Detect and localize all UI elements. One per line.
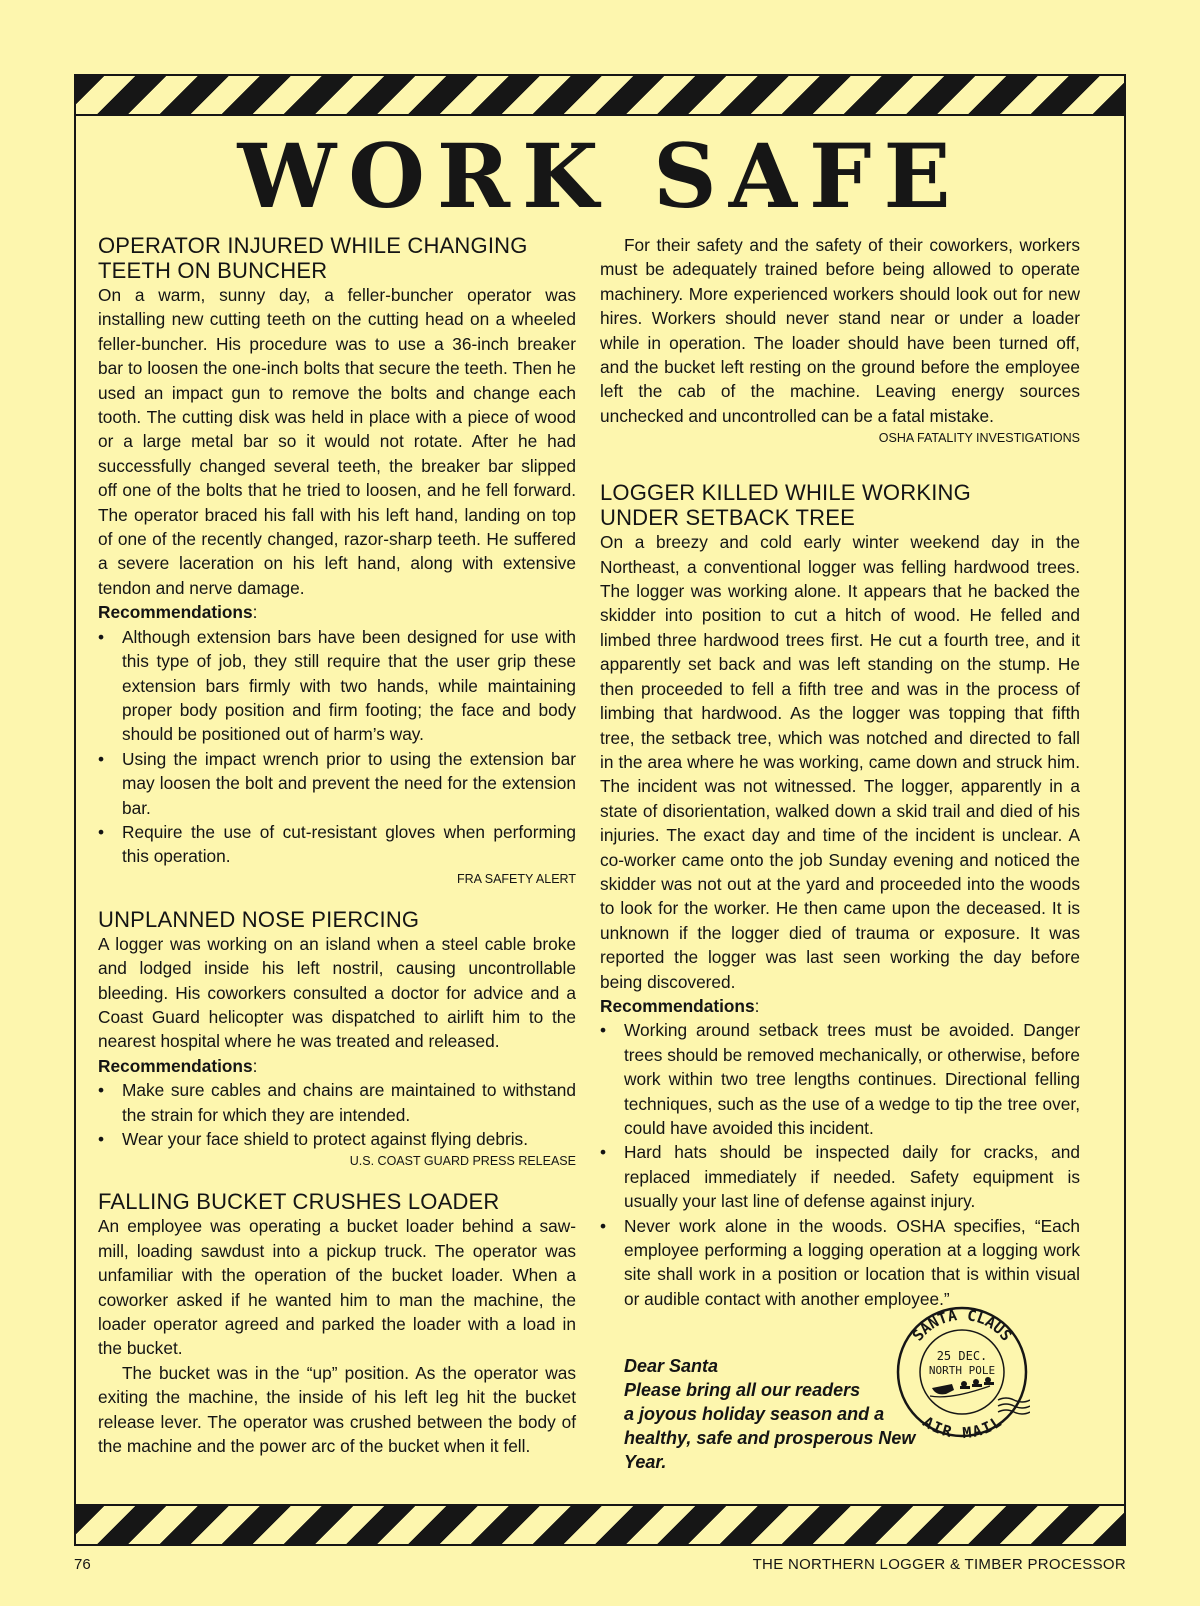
publication-name: THE NORTHERN LOGGER & TIMBER PROCESSOR <box>752 1556 1126 1573</box>
article-falling-bucket <box>98 1189 576 1458</box>
santa-note-line: healthy, safe and prosperous New Year. <box>624 1428 916 1472</box>
source-credit: FRA SAFETY ALERT <box>456 871 576 886</box>
article-nose-piercing <box>98 907 576 1172</box>
hazard-stripe-bottom <box>76 1504 1124 1544</box>
article-headline: UNPLANNED NOSE PIERCING <box>98 906 420 932</box>
right-column <box>600 233 1080 1311</box>
article-body: The bucket was in the “up” position. As the operator was exiting the machine, the inside of his left leg hit the bucket release lever. The operator was crushed between the body of the machine and the power arc of the bucket when it fell. <box>98 1362 576 1457</box>
article-headline: OPERATOR INJURED WHILE CHANGING TEETH ON BUNCHER <box>98 233 528 283</box>
list-item: • Require the use of cut-resistant gloves when performing this operation. <box>98 820 576 869</box>
stamp-date: 25 DEC. <box>936 1349 988 1363</box>
sleigh-icon <box>930 1377 994 1397</box>
article-headline: FALLING BUCKET CRUSHES LOADER <box>98 1189 500 1215</box>
article-body: For their safety and the safety of their coworkers, workers must be adequately trained before being allowed to operate machinery. More experienced workers should look out for new hires. Workers should never stand near or under a loader while in operation. The loader should have been turned off, and the bucket left resting on the ground before the employee left the cab of the machine. Leaving energy sources unchecked and uncontrolled can be a fatal mistake. <box>600 235 1080 426</box>
svg-text:SANTA CLAUS <box>909 1306 1016 1345</box>
list-item: • Although extension bars have been designed for use with this type of job, they still require that the user grip these extension bars firmly with two hands, while maintaining proper body position and firm footing; the face and body should be positioned out of harm’s way. <box>98 625 576 747</box>
page-title: WORK SAFE <box>237 124 963 228</box>
article-body: A logger was working on an island when a steel cable broke and lodged inside his left nostril, causing uncontrollable bleeding. His coworkers consulted a doctor for advice and a Coast Guard helicopter was dispatched to airlift him to the nearest hospital where he was treated and released. <box>98 933 576 1052</box>
article-headline: LOGGER KILLED WHILE WORKING UNDER SETBACK TREE <box>600 480 971 531</box>
list-item: • Make sure cables and chains are maintained to withstand the strain for which they are intended. <box>98 1078 576 1127</box>
article-body: On a breezy and cold early winter weekend day in the Northeast, a conventional logger was felling hardwood trees. The logger was working alone. It appears that he backed the skidder into position to cut a hitch of wood. He felled and limbed three hardwood trees first. He cut a fourth tree, and it apparently set back and was left standing on the stump. He then proceeded to fell a fifth tree and was in the process of limbing that hardwood. As the logger was topping that fifth tree, the setback tree, which was notched and directed to fall in the area where he was working, came down and struck him. The incident was not witnessed. The logger, apparently in a state of disorientation, walked down a skid trail and died of his injuries. The exact day and time of the incident is unclear. A co-worker came onto the job Sunday evening and noticed the skidder was not out at the yard and proceeded into the woods to look for the worker. He then came upon the deceased. It is unknown if the logger died of trauma or exposure. It was reported the logger was last seen working the day before being discovered. <box>600 532 1080 992</box>
recommendations-label: Recommendations: <box>98 1055 258 1076</box>
article-body: On a warm, sunny day, a feller-buncher operator was installing new cutting teeth on the cutting head on a wheeled feller-buncher. His procedure was to use a 36-inch breaker bar to loosen the one-inch bolts that secure the teeth. Then he used an impact gun to remove the bolts and change each tooth. The cutting disk was held in place with a piece of wood or a large metal bar so it would not rotate. After he had successfully changed several teeth, the breaker bar slipped off one of the bolts that he tried to loosen, and he fell forward. The operator braced his fall with his left hand, landing on top of one of the recently changed, razor-sharp teeth. He suffered a severe laceration on his left hand, along with extensive tendon and nerve damage. <box>98 285 576 598</box>
recommendations-label: Recommendations: <box>98 602 258 623</box>
article-operator-injured <box>98 233 576 889</box>
page-number: 76 <box>74 1556 91 1573</box>
article-logger-killed <box>600 480 1080 1311</box>
page-frame <box>74 74 1126 1546</box>
stamp-bottom-text: AIR MAIL <box>919 1412 1005 1440</box>
hazard-stripe-top <box>76 76 1124 116</box>
article-body: An employee was operating a bucket loader behind a saw-mill, loading sawdust into a pickup truck. The operator was unfamiliar with the operation of the bucket loader. When a coworker asked if he wanted him to man the machine, the loader operator agreed and parked the loader with a load in the bucket. <box>98 1216 576 1359</box>
santa-note <box>624 1354 924 1474</box>
stamp-top-text: SANTA CLAUS <box>908 1306 1016 1345</box>
recommendations-list <box>98 625 576 869</box>
list-item: • Wear your face shield to protect against flying debris. <box>98 1127 576 1151</box>
article-falling-bucket-continued <box>600 233 1080 448</box>
santa-note-line: Dear Santa <box>624 1356 719 1376</box>
postmark-wave-lines <box>998 1398 1030 1414</box>
stamp-place: NORTH POLE <box>928 1364 996 1377</box>
santa-postmark-stamp <box>894 1304 1030 1440</box>
recommendations-label: Recommendations: <box>600 995 760 1016</box>
santa-note-line: Please bring all our readers <box>624 1380 861 1400</box>
santa-note-line: a joyous holiday season and a <box>624 1404 885 1424</box>
list-item: • Working around setback trees must be avoided. Danger trees should be removed mechanically, or otherwise, before work within two tree lengths continues. Directional felling techniques, such as the use of a wedge to tip the tree over, could have avoided this incident. <box>600 1018 1080 1140</box>
left-column <box>98 233 576 1458</box>
list-item: • Using the impact wrench prior to using the extension bar may loosen the bolt and prevent the need for the extension bar. <box>98 747 576 820</box>
list-item: • Never work alone in the woods. OSHA specifies, “Each employee performing a logging operation at a logging work site shall work in a position or location that is within visual or audible contact with another employee.” <box>600 1214 1080 1312</box>
source-credit: OSHA FATALITY INVESTIGATIONS <box>878 431 1080 446</box>
recommendations-list <box>600 1018 1080 1311</box>
recommendations-list <box>98 1078 576 1151</box>
list-item: • Hard hats should be inspected daily for cracks, and replaced immediately if needed. Safety equipment is usually your last line of defense against injury. <box>600 1140 1080 1213</box>
source-credit: U.S. COAST GUARD PRESS RELEASE <box>349 1154 576 1169</box>
